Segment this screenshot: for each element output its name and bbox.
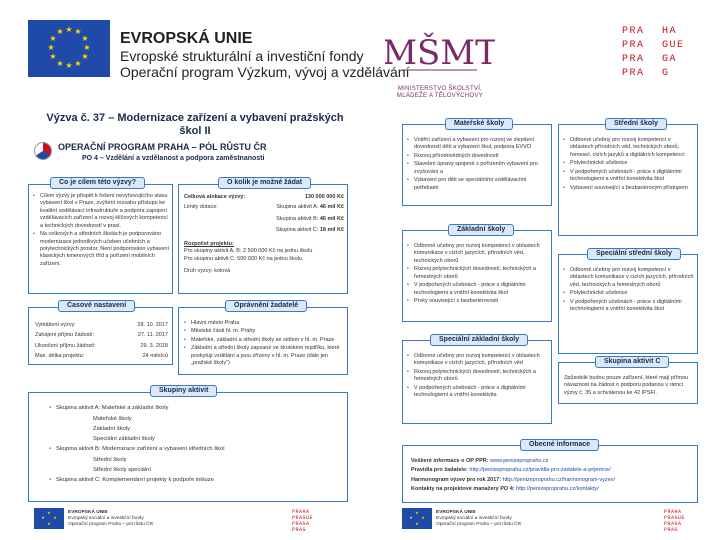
skupina-b-sub [49,455,339,475]
op-title: OPERAČNÍ PROGRAM PRAHA – PÓL RŮSTU ČR [58,142,267,152]
specialni-stredni-list [563,267,695,315]
zakladni-title: Základní školy [448,224,514,236]
star-icon: ★ [47,521,51,526]
obecne-label: Pravidla pro žadatele: [411,467,468,474]
kolik-text [184,194,344,275]
obecne-link[interactable]: http://penizeproprahu.cz/harmonogram-vyzev/ [502,476,615,483]
star-icon: ★ [74,59,82,68]
limit-b-label: Skupina aktivit B: [276,215,319,222]
obecne-label: Kontakty na projektové manažery PO 4: [411,486,515,493]
msmt-letters: MŠMT [385,33,495,73]
obecne-link[interactable]: www.penizeproprahu.cz [490,458,549,464]
skupina-b-sub-item: Střední školy speciální [93,467,151,474]
opravneni-item: ▪ Hlavní město Praha [184,320,344,327]
footer-praha-row: PRAHA [664,509,682,515]
eu-flag [28,20,110,77]
kolik-total-row [184,194,344,201]
footer-right [402,505,702,535]
casove-row [35,332,168,339]
specialni-zakladni-item: ▪ V podpořených učebnách - práce s digitálními technologiemi a vnitřní konektivita [407,385,549,400]
casove-value: 24 měsíců [142,353,168,360]
opravneni-item: ▪ Mateřské, základní a střední školy se sídlem v hl. m. Praze [184,337,344,344]
casove-label: Max. délka projektu: [35,353,85,360]
box-cil [28,184,173,294]
specialni-zakladni-title: Speciální základní školy [430,334,528,346]
star-icon: ★ [49,34,57,43]
cil-title: Co je cílem této výzvy? [50,177,145,189]
box-obecne [402,445,698,503]
casove-row [35,343,168,350]
praha-row1-right: HA [662,26,678,37]
materske-title: Mateřské školy [445,118,513,130]
praha-row4-left: PRA [622,68,645,79]
box-stredni [558,124,698,236]
msmt-logo-icon [385,22,495,84]
opravneni-item: ▪ Základní a střední školy zapsané ve školském rejstříku, které poskytují vzdělání a jsou zřízeny v hl. m. Praze (dále jen „pražské školy“) [184,345,344,367]
footer-eu-line1: EVROPSKÁ UNIE [68,510,108,515]
star-icon: ★ [47,510,51,515]
star-icon: ★ [83,43,91,52]
footer-praha-row: PRAGA [664,521,682,527]
kolik-limit-a [276,204,344,211]
skupiny-text [49,405,339,486]
limit-b-value: 46 mil Kč [319,215,344,222]
zakladni-item: ▪ V podpořených učebnách - práce s digitálními technologiemi a vnitřní konektivita škol [407,282,549,297]
star-icon: ★ [415,521,419,526]
star-icon: ★ [81,52,89,61]
zakladni-item: ▪ Rozvoj polytechnických dovedností, technických a řemeslných oborů [407,266,549,281]
opravneni-item: ▪ Městské části hl. m. Prahy [184,328,344,335]
praha-row2-right: GUE [662,40,685,51]
skupina-b: ▪ Skupina aktivit B: Modernizace zařízení a vybavení středních škol [49,446,339,454]
box-specialni-zakladni [402,340,552,424]
footer-praha-row: PRAGUE [664,515,686,521]
kolik-total-label: Celková alokace výzvy: [184,194,246,200]
materske-list [407,137,549,193]
footer-eu-text [436,510,556,529]
footer-eu-line2: Evropský sociální a investiční fondy [68,516,144,522]
praha-row3-right: GA [662,54,678,65]
limit-c-value: 18 mil Kč [319,227,344,234]
footer-left [34,505,334,535]
zakladni-item: ▪ Odborné učebny pro rozvoj kompetencí v oblastech komunikace v cizích jazycích, přírodních věd, technických oborů [407,243,549,265]
stredni-item: ▪ Odborné učebny pro rozvoj kompetencí v oblastech přírodních věd, technických oborů, řemesel, cizích jazyků a digitálních kompetencí [563,137,695,159]
zakladni-item: ▪ Prvky související s bezbariérovostí [407,298,549,305]
cil-text1: ▪ Cílem výzvy je přispět k řešení nevyhovujícího stavu vybavení škol v Praze, zvýšení rozsahu přístupu ke kvalitní vzdělávací infrastruktuře a podpora zapojení vzdělávacích zařízení a rozvoj klíčových kompetencí a technických dovedností v praxi. [33,193,170,230]
kolik-total-value: 130 000 000 Kč [304,194,344,200]
box-casove [28,307,173,365]
star-icon: ★ [421,515,425,520]
kolik-limit-row [184,204,344,211]
star-icon: ★ [41,515,45,520]
star-icon: ★ [49,52,57,61]
kolik-limit-c [184,227,344,234]
specialni-zakladni-item: ▪ Rozvoj polytechnických dovedností, technických a řemeslných oborů [407,369,549,384]
box-skupiny [28,392,348,502]
opravneni-list [184,320,344,369]
materske-item: ▪ Vybavení pro děti se speciálními vzdělávacími potřebami [407,177,549,192]
star-icon: ★ [53,515,57,520]
specialni-zakladni-item: ▪ Odborné učebny pro rozvoj kompetencí v oblastech komunikace v cizích jazycích, přírodních věd [407,353,549,368]
stredni-item: ▪ V podpořených učebnách - práce s digitálními technologiemi a vnitřní konektivita škol [563,169,695,184]
rozpocet1: Pro skupiny aktivit A, B: 2 500 000 Kč na jednu školu [184,248,313,255]
casove-value: 28. 10. 2017 [137,322,168,328]
specialni-stredni-item: ▪ Odborné učebny pro rozvoj kompetencí v oblastech komunikace v cizích jazycích, přírodních věd, technických a řemeslných oborů [563,267,695,289]
casove-label: Zahájení příjmu žádostí: [35,332,95,339]
eu-line1: EVROPSKÁ UNIE [120,30,253,47]
cz-emblem-icon [34,142,52,160]
footer-praha-logo [292,509,322,535]
stredni-item: ▪ Vybavení související s bezbariérovým přístupem [563,185,695,192]
footer-praha-row: PRAGA [292,521,310,527]
stredni-item: ▪ Polytechnické učebnice [563,160,695,167]
footer-eu-flag [34,508,64,529]
skupina-a-sub [49,414,339,444]
casove-value: 29. 3. 2018 [140,342,168,349]
casove-row [35,353,168,360]
specialni-stredni-title: Speciální střední školy [587,248,681,260]
skupina-a-sub-item: Základní školy [93,425,131,432]
leaflet [20,112,700,507]
casove-rows [35,322,168,361]
footer-praha-row: PRAG [664,527,679,533]
skupiny-title: Skupiny aktivit [150,385,217,397]
obecne-row [411,486,693,493]
rozpocet2: Pro skupinu aktivit C: 500 000 Kč na jednu školu [184,255,303,262]
praha-logo [622,24,690,82]
specialni-stredni-item: ▪ Polytechnické učebnice [563,290,695,297]
box-zakladni [402,230,552,322]
eu-line2: Evropské strukturální a investiční fondy [120,48,364,65]
materske-item: ▪ Vnitřní zařízení a vybavení pro rozvoj ve zlepšení dovedností dětí a vybavení škol, podpora EVVO [407,137,549,152]
kolik-limits-label: Limity dotace: [184,204,218,211]
casove-title: Časové nastavení [58,300,135,312]
praha-row4-right: G [662,68,670,79]
star-icon: ★ [65,25,73,34]
casove-row [35,322,168,329]
doc-title [40,112,350,138]
praha-row2-left: PRA [622,40,645,51]
casove-label: Vyhlášení výzvy: [35,322,76,328]
obecne-link[interactable]: http://penizeproprahu.cz/pravidla-pro-zadatele-a-prijemce/ [469,467,611,474]
limit-a-value: 46 mil Kč [319,204,344,211]
materske-item: ▪ Stavební úpravy spojené s pořízením vybavení pro zvyšování a [407,161,549,176]
star-icon: ★ [56,59,64,68]
footer-praha-row: PRAGUE [292,515,314,521]
box-kolik [178,184,348,294]
star-icon: ★ [56,27,64,36]
star-icon: ★ [409,515,413,520]
rozpocet-title: Rozpočet projektu: [184,240,234,247]
star-icon: ★ [74,27,82,36]
obecne-label: Veškeré informace o OP PPR: [411,458,489,464]
casove-value: 27. 11. 2017 [137,332,168,339]
limit-c-label: Skupina aktivit C: [275,227,319,234]
praha-row3-left: PRA [622,54,645,65]
kolik-title: O kolik je možné žádat [218,177,311,189]
obecne-link[interactable]: http://penizeproprahu.cz/kontakty/ [516,486,599,493]
box-skupina-c [558,362,698,404]
specialni-zakladni-list [407,353,549,401]
star-icon: ★ [47,43,55,52]
po-title: PO 4 – Vzdělání a vzdělanost a podpora zaměstnanosti [82,155,265,162]
skupina-a-sub-item: Mateřské školy [93,415,132,422]
skupina-a-sub-item: Speciální základní školy [93,436,155,443]
star-icon: ★ [65,61,73,70]
footer-praha-row: PRAG [292,527,307,533]
stredni-list [563,137,695,193]
footer-eu-flag [402,508,432,529]
footer-eu-text [68,510,188,529]
zakladni-list [407,243,549,306]
obecne-label: Harmonogram výzev pro rok 2017: [411,476,502,483]
obecne-row [411,477,693,484]
msmt-logo [385,22,495,97]
cil-text [33,193,170,269]
star-icon: ★ [81,34,89,43]
limit-a-label: Skupina aktivit A: [276,204,319,211]
praha-row1-left: PRA [622,26,645,37]
skupina-b-sub-item: Střední školy [93,457,127,464]
footer-praha-row: PRAHA [292,509,310,515]
obecne-row [411,467,693,474]
materske-item: ▪ Rozvoj přírodovědných dovedností [407,153,549,160]
obecne-title: Obecné informace [520,439,599,451]
kolik-limit-b [184,216,344,223]
eu-text [120,30,409,81]
obecne-row [411,458,693,465]
skupina-c-title: Skupina aktivit C [595,356,669,368]
casove-label: Ukončení příjmu žádostí: [35,342,96,349]
star-icon: ★ [415,510,419,515]
footer-eu-line3: Operační program Praha – pól růstu ČR [68,522,154,528]
footer-eu-line1: EVROPSKÁ UNIE [436,510,476,515]
box-opravneni [178,307,348,375]
cil-text2: ▪ Na celkových a středních školách je podporováno modernizace jednotlivých učeben učebních a polytechnických prostor. Není podporováno vybavení klasických kmenových tříd a pořízení mobilních zařízení. [33,231,170,268]
footer-eu-line3: Operační program Praha – pól růstu ČR [436,522,522,528]
footer-praha-logo [664,509,694,535]
stredni-title: Střední školy [605,118,667,130]
skupina-c: ▪ Skupina aktivit C: Komplementární projekty k podpoře inkluze [49,477,339,485]
specialni-stredni-item: ▪ V podpořených učebnách - práce s digitálními technologiemi a vnitřní konektivita škol [563,299,695,314]
msmt-line1: MINISTERSTVO ŠKOLSTVÍ, [397,86,483,92]
doc-title-line2: škol II [179,125,211,138]
opravneni-title: Oprávnění žadatelé [225,300,307,312]
skupina-c-text: Způsobilé budou pouze zařízení, které mají přímou návaznost na žádost o podporu podanou v rámci výzvy č. 35 a schválenou ke 42 IPSFI. [564,375,689,396]
footer-eu-line2: Evropský sociální a investiční fondy [436,516,512,522]
doc-title-line1: Výzva č. 37 – Modernizace zařízení a vybavení pražských [46,112,344,124]
skupina-a: ▪ Skupina aktivit A: Mateřské a základní školy [49,405,339,413]
box-materske [402,124,552,206]
box-specialni-stredni [558,254,698,354]
msmt-line2: MLÁDEŽE A TĚLOVÝCHOVY [396,93,484,99]
druh-vyzvy: Druh výzvy: kolová [184,267,231,274]
obecne-rows [411,458,693,494]
eu-line3: Operační program Výzkum, vývoj a vzdělávání [120,64,410,81]
